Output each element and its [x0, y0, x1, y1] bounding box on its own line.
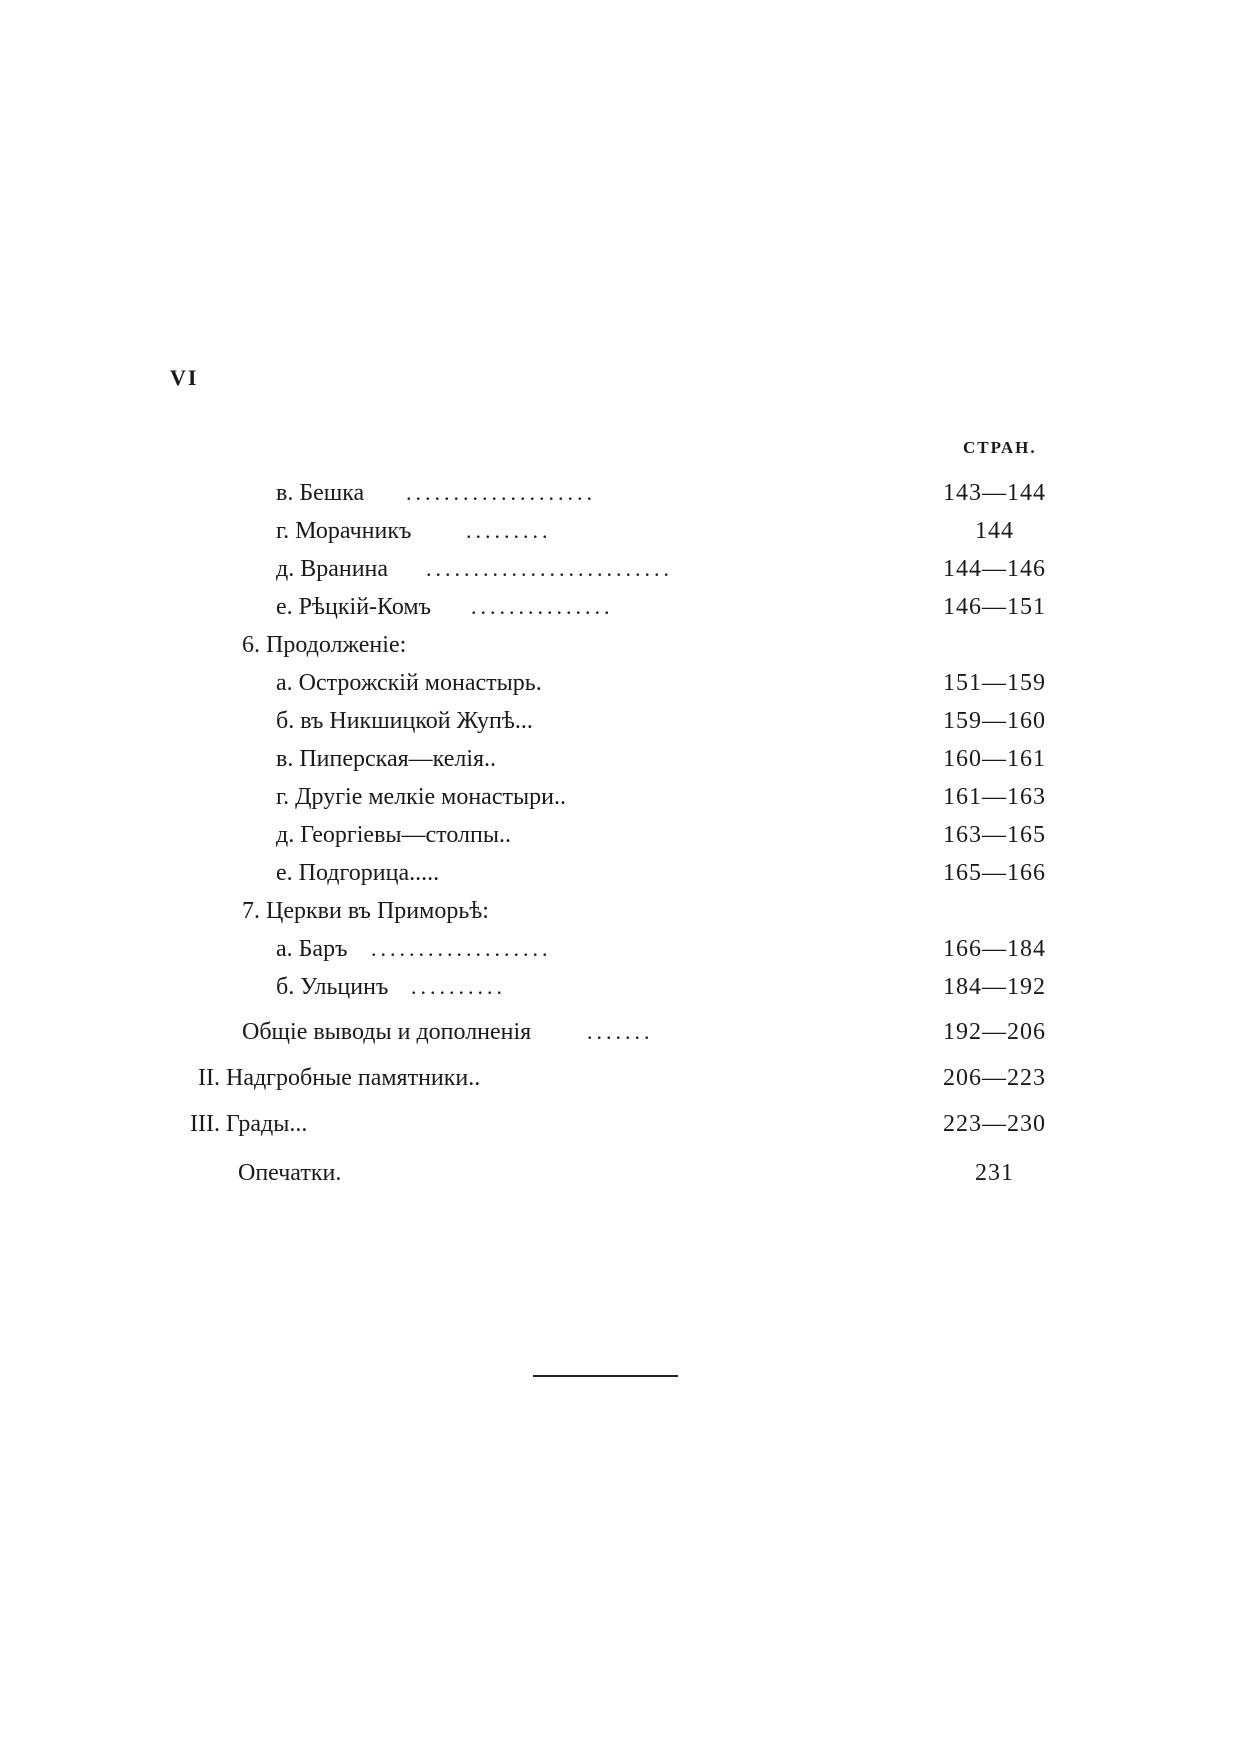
toc-entry-pages: 160—161	[943, 746, 1046, 772]
leader-dots: .......	[587, 1019, 654, 1044]
toc-entry-pages: 144	[975, 518, 1014, 544]
leader-dots: .........	[466, 518, 552, 543]
toc-entry-pages: 184—192	[943, 974, 1046, 1000]
leader-dots: ...............	[471, 594, 614, 619]
toc-entry-pages: 192—206	[943, 1019, 1046, 1045]
leader-dots: ....................	[406, 480, 596, 505]
toc-entry-pages: 159—160	[943, 708, 1046, 734]
toc-entry-pages: 231	[975, 1160, 1014, 1186]
pages-column-header: СТРАН.	[963, 438, 1037, 457]
toc-entry-pages: 163—165	[943, 822, 1046, 848]
toc-entry-pages: 223—230	[943, 1111, 1046, 1137]
toc-entry-pages: 161—163	[943, 784, 1046, 810]
end-rule	[533, 1375, 678, 1377]
toc-entry-pages: 166—184	[943, 936, 1046, 962]
toc-entry-pages: 165—166	[943, 860, 1046, 886]
leader-dots: ..........................	[426, 556, 673, 581]
leader-dots: ...................	[371, 936, 552, 961]
page-number: VI	[170, 365, 199, 390]
toc-entry-pages: 151—159	[943, 670, 1046, 696]
toc-entry-pages: 146—151	[943, 594, 1046, 620]
toc-entry-pages: 143—144	[943, 480, 1046, 506]
toc-entry-pages: 144—146	[943, 556, 1046, 582]
toc-entry-pages: 206—223	[943, 1065, 1046, 1091]
leader-dots: ..........	[411, 974, 506, 999]
